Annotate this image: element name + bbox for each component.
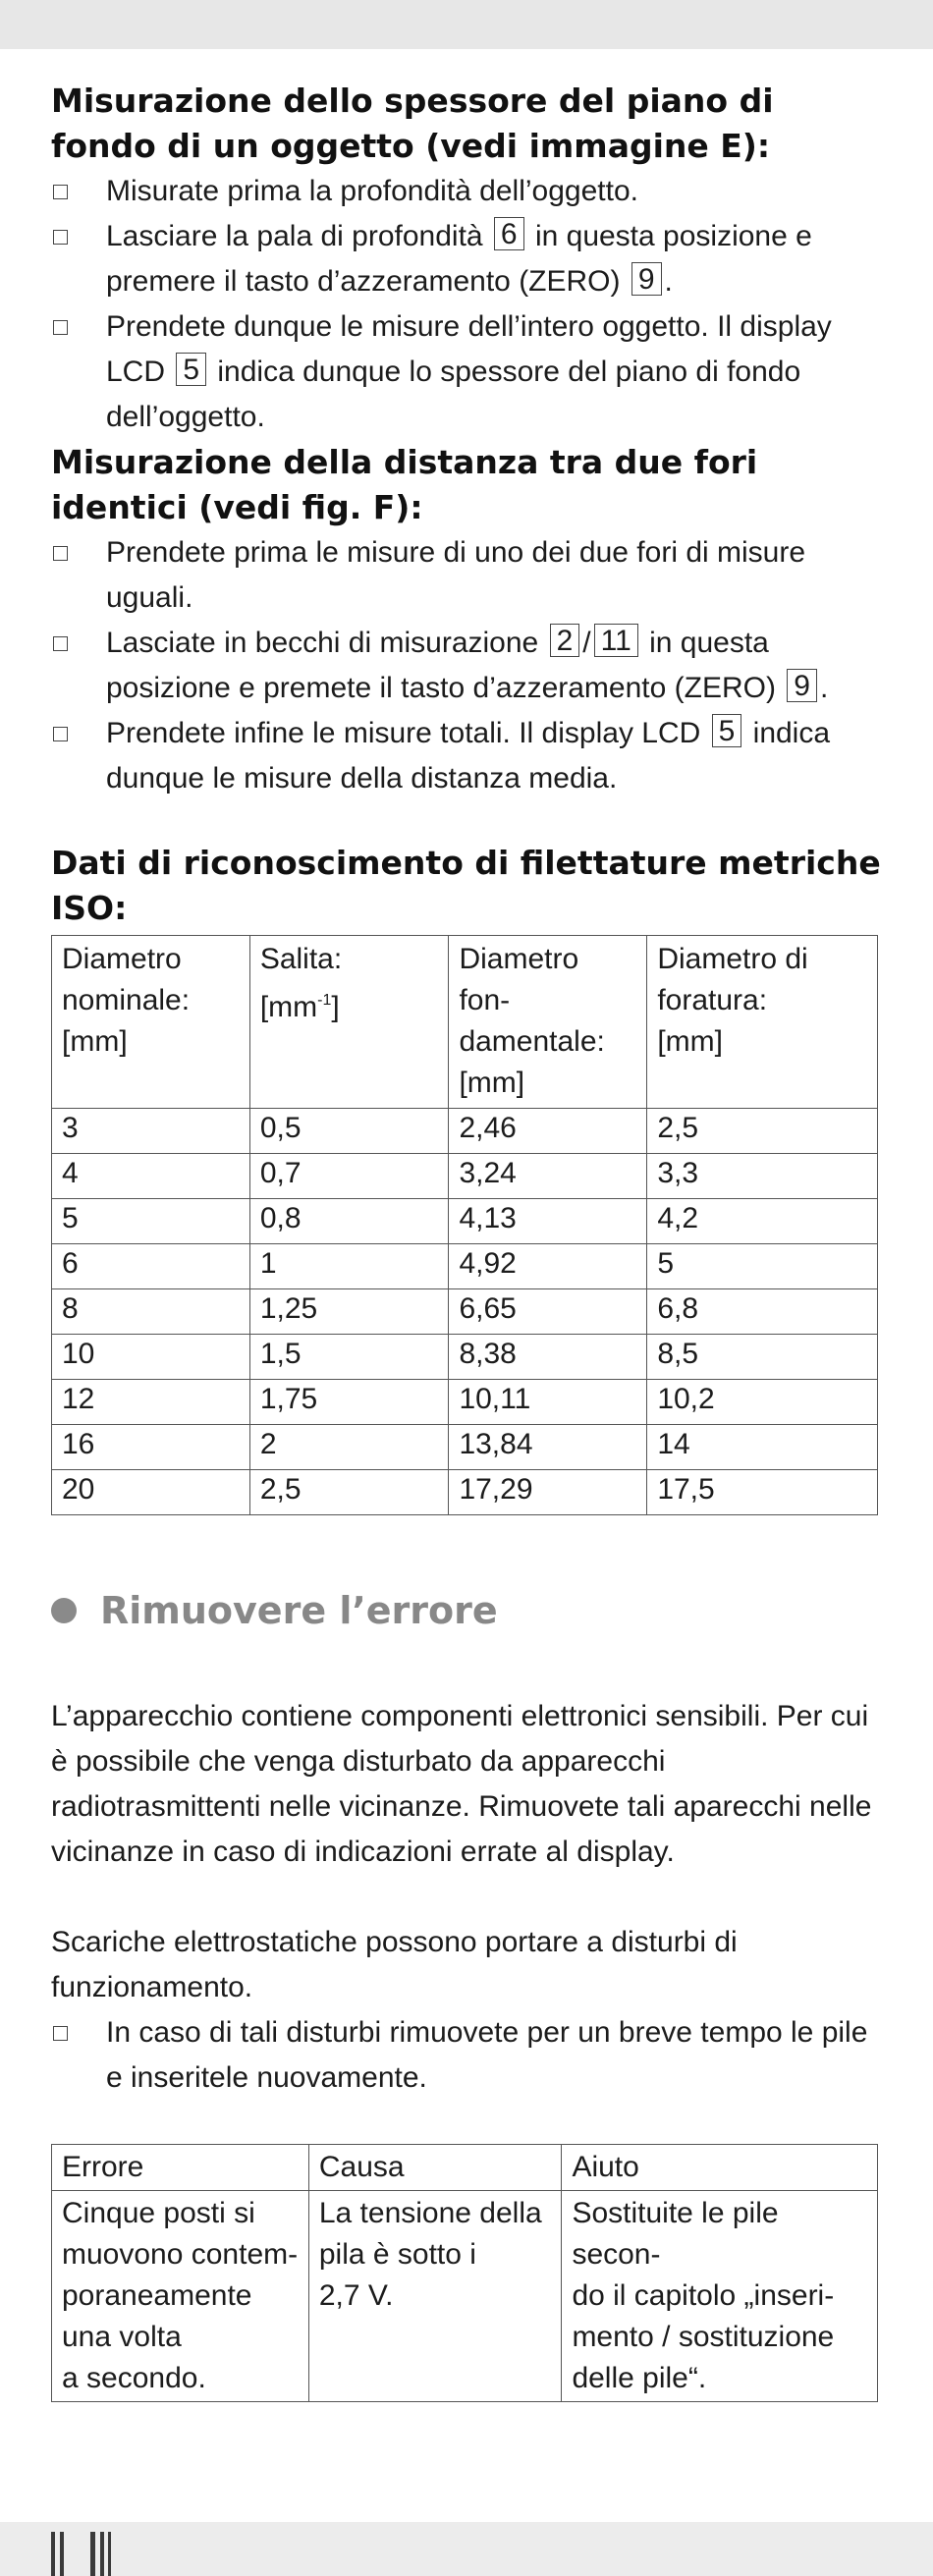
table-cell: 1,75: [249, 1380, 449, 1425]
list-item-text: Prendete infine le misure totali. Il display LCD: [106, 717, 709, 749]
troubleshoot-paragraph: Scariche elettrostatiche possono portare a disturbi di funzionamento.: [51, 1926, 738, 2003]
table-row: [52, 1199, 878, 1244]
table-row: [52, 1154, 878, 1199]
cell-line: poraneamente: [62, 2279, 252, 2312]
header-cell: Errore: [52, 2145, 309, 2191]
header-cell: [52, 936, 250, 1109]
list-item: [51, 169, 882, 214]
table-cell: [562, 2191, 878, 2402]
top-page-band: [0, 0, 933, 49]
list-item-text: Misurate prima la profondità dell’oggetto.: [106, 175, 638, 207]
table-cell: 2,5: [249, 1470, 449, 1515]
error-table: [51, 2144, 878, 2402]
checkbox-bullet-icon: [53, 546, 68, 561]
table-cell: 5: [52, 1199, 250, 1244]
part-reference-box: 5: [712, 714, 742, 747]
header-line: [260, 980, 439, 1028]
cell-line: una volta: [62, 2321, 182, 2353]
table-cell: 10,2: [647, 1380, 878, 1425]
cell-line: muovono contem-: [62, 2238, 299, 2271]
checkbox-bullet-icon: [53, 185, 68, 199]
list-item-text: Prendete dunque le misure dell’intero oggetto. Il display LCD: [106, 310, 832, 388]
list-item-text: Lasciare la pala di profondità: [106, 220, 491, 252]
header-line: [mm]: [62, 1025, 128, 1058]
table-cell: 0,8: [249, 1199, 449, 1244]
section-e-list: [51, 169, 882, 440]
list-item-text: .: [664, 265, 673, 298]
table-row: [52, 1425, 878, 1470]
table-cell: 17,29: [449, 1470, 647, 1515]
troubleshoot-list: [51, 2010, 882, 2101]
list-item: [51, 530, 882, 621]
table-header-row: [52, 936, 878, 1109]
cell-line: a secondo.: [62, 2362, 206, 2394]
cell-line: 2,7 V.: [318, 2279, 394, 2312]
list-item-text: in questa posizione e premete il tasto d’azzeramento (ZERO): [106, 627, 785, 704]
header-cell: Causa: [308, 2145, 562, 2191]
table-cell: 13,84: [449, 1425, 647, 1470]
table-cell: 6,8: [647, 1289, 878, 1335]
bottom-page-band: [0, 2522, 933, 2576]
iso-thread-table: [51, 935, 878, 1515]
cell-line: mento / sostituzione: [572, 2321, 835, 2353]
table-cell: 3: [52, 1109, 250, 1154]
checkbox-bullet-icon: [53, 230, 68, 245]
bullet-dot-icon: [51, 1598, 77, 1623]
table-cell: 0,7: [249, 1154, 449, 1199]
header-line: Diametro di: [657, 943, 808, 975]
table-row: [52, 1289, 878, 1335]
table-cell: 4,92: [449, 1244, 647, 1289]
list-item: [51, 2010, 882, 2101]
table-cell: 1,25: [249, 1289, 449, 1335]
separator-slash: /: [582, 627, 591, 659]
table-cell: 17,5: [647, 1470, 878, 1515]
list-item-text: Lasciate in becchi di misurazione: [106, 627, 547, 659]
table-cell: 3,3: [647, 1154, 878, 1199]
cell-line: Cinque posti si: [62, 2197, 255, 2229]
table-row: [52, 1244, 878, 1289]
table-cell: 2,5: [647, 1109, 878, 1154]
table-cell: 8,5: [647, 1335, 878, 1380]
cell-line: La tensione della: [318, 2197, 542, 2229]
table-cell: 2,46: [449, 1109, 647, 1154]
table-cell: 10,11: [449, 1380, 647, 1425]
header-unit-exponent: -1: [317, 992, 332, 1009]
table-row: [52, 1380, 878, 1425]
table-cell: 4,13: [449, 1199, 647, 1244]
checkbox-bullet-icon: [53, 727, 68, 741]
part-reference-box: 9: [631, 262, 662, 296]
part-reference-box: 2: [550, 624, 580, 657]
table-cell: 6: [52, 1244, 250, 1289]
list-item: [51, 621, 882, 711]
table-cell: 1,5: [249, 1335, 449, 1380]
part-reference-box: 6: [494, 217, 524, 250]
list-item: [51, 711, 882, 801]
table-cell: 5: [647, 1244, 878, 1289]
table-row: [52, 1109, 878, 1154]
cell-line: Sostituite le pile secon-: [572, 2197, 779, 2271]
list-item-text: indica dunque lo spessore del piano di fondo dell’oggetto.: [106, 356, 801, 433]
table-cell: 20: [52, 1470, 250, 1515]
header-line: damentale:: [459, 1025, 605, 1058]
troubleshoot-heading: [51, 1586, 882, 1635]
cell-line: pila è sotto i: [318, 2238, 476, 2271]
part-reference-box: 9: [787, 669, 817, 702]
troubleshoot-title: Rimuovere l’errore: [100, 1589, 498, 1632]
section-e-heading: Misurazione dello spessore del piano di fondo di un oggetto (vedi immagine E):: [51, 82, 774, 165]
header-line: nominale:: [62, 984, 191, 1016]
table-cell: 16: [52, 1425, 250, 1470]
header-line: foratura:: [657, 984, 768, 1016]
header-cell: [249, 936, 449, 1109]
checkbox-bullet-icon: [53, 636, 68, 651]
table-cell: 2: [249, 1425, 449, 1470]
troubleshoot-paragraph: L’apparecchio contiene componenti elettronici sensibili. Per cui è possibile che venga disturbato da apparecchi radiotrasmittenti nelle vicinanze. Rimuovete tali aparecchi nelle vicinanze in caso di indicazioni errate al display.: [51, 1700, 872, 1868]
header-line: Diametro fon-: [459, 943, 579, 1016]
part-reference-box: 11: [594, 624, 638, 657]
table-cell: 1: [249, 1244, 449, 1289]
table-cell: 4,2: [647, 1199, 878, 1244]
table-row: [52, 1335, 878, 1380]
list-item-text: Prendete prima le misure di uno dei due fori di misure uguali.: [106, 536, 806, 614]
table-header-row: [52, 2145, 878, 2191]
header-line: Salita:: [259, 943, 343, 975]
table-cell: 12: [52, 1380, 250, 1425]
list-item-text: indica dunque le misure della distanza media.: [106, 717, 831, 795]
list-item-text: in questa posizione e premere il tasto d’azzeramento (ZERO): [106, 220, 812, 298]
table-cell: 3,24: [449, 1154, 647, 1199]
table-cell: 0,5: [249, 1109, 449, 1154]
list-item-text: .: [819, 672, 829, 704]
list-item: [51, 304, 882, 440]
header-cell: [449, 936, 647, 1109]
header-line: [mm]: [459, 1067, 525, 1099]
header-cell: [647, 936, 878, 1109]
section-f-heading: Misurazione della distanza tra due fori identici (vedi fig. F):: [51, 443, 758, 526]
table-cell: 4: [52, 1154, 250, 1199]
page-content: [51, 79, 882, 2402]
iso-table-heading: Dati di riconoscimento di filettature metriche ISO:: [51, 844, 881, 927]
header-line: [mm]: [657, 1025, 723, 1058]
cell-line: delle pile“.: [572, 2362, 707, 2394]
table-cell: [52, 2191, 309, 2402]
table-cell: [308, 2191, 562, 2402]
table-cell: 10: [52, 1335, 250, 1380]
table-row: [52, 2191, 878, 2402]
list-item-text: In caso di tali disturbi rimuovete per un breve tempo le pile e inseritele nuovamente.: [106, 2016, 868, 2094]
barcode-icon: [51, 2532, 120, 2576]
checkbox-bullet-icon: [53, 320, 68, 335]
table-row: [52, 1470, 878, 1515]
header-cell: Aiuto: [562, 2145, 878, 2191]
table-cell: 6,65: [449, 1289, 647, 1335]
checkbox-bullet-icon: [53, 2026, 68, 2041]
header-line: Diametro: [62, 943, 182, 975]
table-cell: 8: [52, 1289, 250, 1335]
header-unit-close: ]: [331, 991, 340, 1023]
cell-line: do il capitolo „inseri-: [572, 2279, 835, 2312]
section-f-list: [51, 530, 882, 801]
header-unit: [mm: [259, 991, 318, 1023]
part-reference-box: 5: [176, 353, 206, 386]
list-item: [51, 214, 882, 304]
table-cell: 14: [647, 1425, 878, 1470]
table-cell: 8,38: [449, 1335, 647, 1380]
